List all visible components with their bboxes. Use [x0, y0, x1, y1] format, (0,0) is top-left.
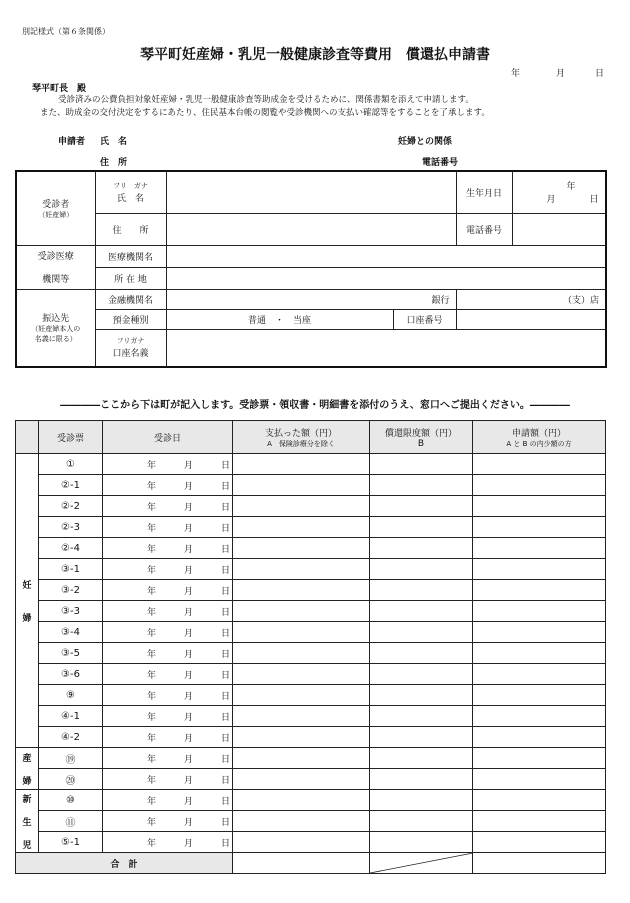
- paid-amount-field[interactable]: [233, 706, 370, 727]
- ticket-number: ④-2: [39, 727, 103, 748]
- paid-amount-field[interactable]: [233, 601, 370, 622]
- table-row: [16, 685, 606, 706]
- ticket-number: ③-4: [39, 622, 103, 643]
- visit-date-field[interactable]: 年 月 日: [103, 496, 233, 517]
- request-amount-field[interactable]: [473, 727, 606, 748]
- visit-date-field[interactable]: 年 月 日: [103, 538, 233, 559]
- ticket-number: ⑤-1: [39, 832, 103, 853]
- request-amount-field[interactable]: [473, 517, 606, 538]
- visit-date-field[interactable]: 年 月 日: [103, 580, 233, 601]
- header-group-cell: [16, 421, 39, 454]
- ticket-number: ②-1: [39, 475, 103, 496]
- ticket-number: ③-1: [39, 559, 103, 580]
- form-reference: 別記様式（第６条関係）: [22, 27, 110, 36]
- table-row: [16, 664, 606, 685]
- limit-amount-field[interactable]: [370, 790, 473, 811]
- transfer-label: 振込先 （妊産婦本人の 名義に限る）: [16, 289, 95, 367]
- visit-date-field[interactable]: 年 月 日: [103, 664, 233, 685]
- visit-date-field[interactable]: 年 月 日: [103, 790, 233, 811]
- account-type-label: 預金種別: [95, 309, 166, 329]
- branch-field[interactable]: （支）店: [456, 289, 606, 309]
- total-limit-cell: [370, 853, 473, 874]
- group-postpartum: 産 婦: [16, 748, 39, 790]
- ticket-number: ⑲: [39, 748, 103, 769]
- paid-amount-field[interactable]: [233, 685, 370, 706]
- request-amount-field[interactable]: [473, 790, 606, 811]
- paid-amount-field[interactable]: [233, 454, 370, 475]
- ticket-number: ⑳: [39, 769, 103, 790]
- request-amount-field[interactable]: [473, 601, 606, 622]
- visit-date-field[interactable]: 年 月 日: [103, 517, 233, 538]
- paid-amount-field[interactable]: [233, 475, 370, 496]
- header-limit: 償還限度額（円） B: [370, 421, 473, 454]
- table-row: [16, 811, 606, 832]
- request-amount-field[interactable]: [473, 706, 606, 727]
- diagonal-strike: [370, 853, 473, 873]
- visit-date-field[interactable]: 年 月 日: [103, 769, 233, 790]
- office-use-divider: ――――ここから下は町が記入します。受診票・領収書・明細書を添付のうえ、窓口へご提出ください。――――: [60, 400, 570, 411]
- paid-amount-field[interactable]: [233, 790, 370, 811]
- visit-date-field[interactable]: 年 月 日: [103, 832, 233, 853]
- patient-name-field[interactable]: [166, 171, 456, 213]
- visit-date-field[interactable]: 年 月 日: [103, 748, 233, 769]
- request-amount-field[interactable]: [473, 832, 606, 853]
- applicant-phone-label: 電話番号: [422, 158, 459, 168]
- applicant-label: 申請者: [58, 137, 86, 147]
- table-row: [16, 454, 606, 475]
- header-request: 申請額（円） A と B の内少額の方: [473, 421, 606, 454]
- total-request-field[interactable]: [473, 853, 606, 874]
- table-row: [16, 475, 606, 496]
- paid-amount-field[interactable]: [233, 727, 370, 748]
- request-amount-field[interactable]: [473, 580, 606, 601]
- table-row: [16, 643, 606, 664]
- table-row: [16, 790, 606, 811]
- ticket-number: ③-3: [39, 601, 103, 622]
- table-row: [16, 622, 606, 643]
- table-row: [16, 496, 606, 517]
- paid-amount-field[interactable]: [233, 580, 370, 601]
- limit-amount-field[interactable]: [370, 601, 473, 622]
- birth-label: 生年月日: [456, 171, 512, 213]
- birth-field[interactable]: 年月 日: [512, 171, 606, 213]
- table-row: [16, 538, 606, 559]
- request-amount-field[interactable]: [473, 664, 606, 685]
- table-row: [16, 580, 606, 601]
- group-pregnant: 妊 婦: [16, 454, 39, 748]
- patient-address-label: 住 所: [95, 213, 166, 245]
- visit-date-field[interactable]: 年 月 日: [103, 685, 233, 706]
- limit-amount-field[interactable]: [370, 685, 473, 706]
- header-ticket: 受診票: [39, 421, 103, 454]
- header-date: 受診日: [103, 421, 233, 454]
- clinic-name-field[interactable]: [166, 245, 606, 267]
- visit-date-field[interactable]: 年 月 日: [103, 706, 233, 727]
- total-paid-field[interactable]: [233, 853, 370, 874]
- account-number-label: 口座番号: [393, 309, 456, 329]
- request-amount-field[interactable]: [473, 454, 606, 475]
- request-amount-field[interactable]: [473, 559, 606, 580]
- table-row: [16, 601, 606, 622]
- paid-amount-field[interactable]: [233, 517, 370, 538]
- ticket-number: ②-4: [39, 538, 103, 559]
- paid-amount-field[interactable]: [233, 748, 370, 769]
- paid-amount-field[interactable]: [233, 664, 370, 685]
- limit-amount-field[interactable]: [370, 706, 473, 727]
- limit-amount-field[interactable]: [370, 475, 473, 496]
- ticket-number: ⑩: [39, 790, 103, 811]
- paid-amount-field[interactable]: [233, 811, 370, 832]
- relation-label: 妊婦との関係: [398, 137, 453, 147]
- table-row: [16, 748, 606, 769]
- limit-amount-field[interactable]: [370, 454, 473, 475]
- request-amount-field[interactable]: [473, 538, 606, 559]
- account-number-field[interactable]: [456, 309, 606, 329]
- request-amount-field[interactable]: [473, 475, 606, 496]
- ticket-number: ①: [39, 454, 103, 475]
- ticket-number: ③-2: [39, 580, 103, 601]
- total-label: 合 計: [16, 853, 233, 874]
- limit-amount-field[interactable]: [370, 748, 473, 769]
- clinic-name-label: 医療機関名: [95, 245, 166, 267]
- patient-phone-field[interactable]: [512, 213, 606, 245]
- patient-phone-label: 電話番号: [456, 213, 512, 245]
- table-row: [16, 727, 606, 748]
- total-row: [16, 853, 606, 874]
- date-year: 年: [511, 69, 521, 79]
- ticket-number: ④-1: [39, 706, 103, 727]
- bank-label: 金融機関名: [95, 289, 166, 309]
- account-holder-field[interactable]: [166, 329, 606, 367]
- ticket-number: ③-5: [39, 643, 103, 664]
- paid-amount-field[interactable]: [233, 538, 370, 559]
- limit-amount-field[interactable]: [370, 559, 473, 580]
- clinic-location-field[interactable]: [166, 267, 606, 289]
- request-amount-field[interactable]: [473, 643, 606, 664]
- paid-amount-field[interactable]: [233, 622, 370, 643]
- limit-amount-field[interactable]: [370, 727, 473, 748]
- patient-label: 受診者 （妊産婦）: [16, 171, 95, 245]
- ticket-number: ⑨: [39, 685, 103, 706]
- date-month: 月: [556, 69, 566, 79]
- paid-amount-field[interactable]: [233, 769, 370, 790]
- paid-amount-field[interactable]: [233, 643, 370, 664]
- request-amount-field[interactable]: [473, 811, 606, 832]
- request-amount-field[interactable]: [473, 496, 606, 517]
- clinic-location-label: 所 在 地: [95, 267, 166, 289]
- limit-amount-field[interactable]: [370, 622, 473, 643]
- visit-date-field[interactable]: 年 月 日: [103, 475, 233, 496]
- limit-amount-field[interactable]: [370, 811, 473, 832]
- ticket-number: ②-3: [39, 517, 103, 538]
- visit-date-field[interactable]: 年 月 日: [103, 643, 233, 664]
- applicant-address-label: 住 所: [100, 158, 128, 168]
- limit-amount-field[interactable]: [370, 496, 473, 517]
- table-row: [16, 832, 606, 853]
- request-amount-field[interactable]: [473, 622, 606, 643]
- applicant-name-label: 氏 名: [100, 137, 128, 147]
- limit-amount-field[interactable]: [370, 664, 473, 685]
- request-amount-field[interactable]: [473, 748, 606, 769]
- patient-name-label: フリ ガナ 氏 名: [95, 171, 166, 213]
- header-paid: 支払った額（円） A 保険診療分を除く: [233, 421, 370, 454]
- ticket-number: ③-6: [39, 664, 103, 685]
- date-day: 日: [595, 69, 605, 79]
- visit-date-field[interactable]: 年 月 日: [103, 811, 233, 832]
- visit-date-field[interactable]: 年 月 日: [103, 727, 233, 748]
- visit-date-field[interactable]: 年 月 日: [103, 454, 233, 475]
- limit-amount-field[interactable]: [370, 832, 473, 853]
- paid-amount-field[interactable]: [233, 559, 370, 580]
- table-row: [16, 769, 606, 790]
- intro-line-1: 受診済みの公費負担対象妊産婦・乳児一般健康診査等助成金を受けるために、関係書類を添えて申請します。: [58, 95, 474, 105]
- visit-date-field[interactable]: 年 月 日: [103, 622, 233, 643]
- account-type-options[interactable]: 普通 ・ 当座: [166, 309, 393, 329]
- table-row: [16, 559, 606, 580]
- patient-address-field[interactable]: [166, 213, 456, 245]
- visit-date-field[interactable]: 年 月 日: [103, 601, 233, 622]
- table-row: [16, 706, 606, 727]
- applicant-form: [15, 170, 607, 368]
- request-amount-field[interactable]: [473, 769, 606, 790]
- request-amount-field[interactable]: [473, 685, 606, 706]
- page-title: 琴平町妊産婦・乳児一般健康診査等費用 償還払申請書: [140, 47, 490, 63]
- table-row: [16, 517, 606, 538]
- reimbursement-table: [15, 420, 606, 874]
- group-newborn: 新 生 児: [16, 790, 39, 853]
- bank-field[interactable]: 銀行: [166, 289, 456, 309]
- ticket-number: ⑪: [39, 811, 103, 832]
- intro-line-2: また、助成金の交付決定をするにあたり、住民基本台帳の閲覧や受診機関への支払い確認等をすることを了承します。: [40, 108, 490, 118]
- paid-amount-field[interactable]: [233, 496, 370, 517]
- addressee: 琴平町長 殿: [32, 84, 87, 94]
- limit-amount-field[interactable]: [370, 769, 473, 790]
- ticket-number: ②-2: [39, 496, 103, 517]
- account-holder-label: フリガナ 口座名義: [95, 329, 166, 367]
- limit-amount-field[interactable]: [370, 643, 473, 664]
- paid-amount-field[interactable]: [233, 832, 370, 853]
- clinic-label: 受診医療 機関等: [16, 245, 95, 289]
- limit-amount-field[interactable]: [370, 517, 473, 538]
- limit-amount-field[interactable]: [370, 538, 473, 559]
- visit-date-field[interactable]: 年 月 日: [103, 559, 233, 580]
- limit-amount-field[interactable]: [370, 580, 473, 601]
